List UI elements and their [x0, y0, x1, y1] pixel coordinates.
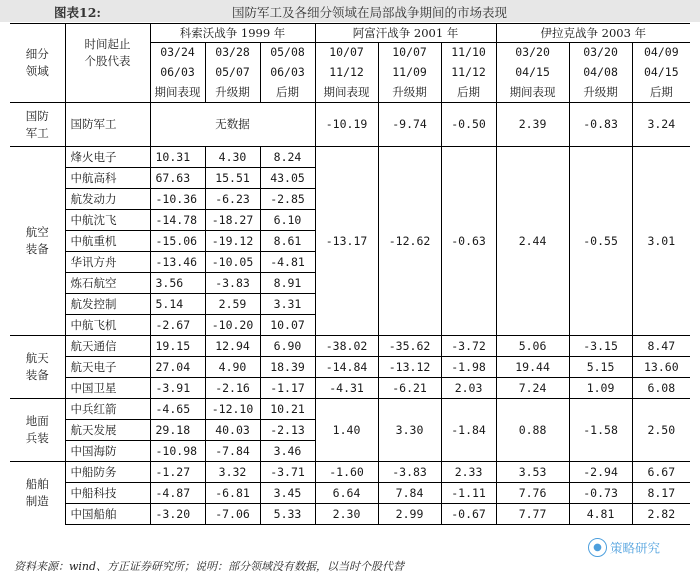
value-cell: 3.01: [632, 147, 690, 336]
value-cell: -2.13: [260, 420, 315, 441]
value-cell: -18.27: [205, 210, 260, 231]
section-defense-row: [10, 103, 690, 147]
value-cell: -4.87: [150, 483, 205, 504]
value-cell: 6.90: [260, 336, 315, 357]
value-cell: -13.46: [150, 252, 205, 273]
value-cell: -7.06: [205, 504, 260, 525]
phase-label: 后期: [260, 83, 315, 103]
stock-name: 航天通信: [65, 336, 150, 357]
value-cell: -3.20: [150, 504, 205, 525]
stock-name: 中船科技: [65, 483, 150, 504]
value-cell: 12.94: [205, 336, 260, 357]
corner-header: 细分 领域: [10, 24, 65, 103]
value-cell: 4.81: [569, 504, 632, 525]
value-cell: -2.94: [569, 462, 632, 483]
value-cell: -0.50: [441, 103, 496, 147]
value-cell: 8.91: [260, 273, 315, 294]
value-cell: 5.14: [150, 294, 205, 315]
date-start: 03/20: [569, 43, 632, 63]
source-note: 资料来源：wind、方正证券研究所；说明：部分领域没有数据，以当时个股代替: [14, 560, 405, 573]
value-cell: -12.10: [205, 399, 260, 420]
value-cell: 29.18: [150, 420, 205, 441]
section-label-aviation: 航空 装备: [10, 147, 65, 336]
value-cell: -10.20: [205, 315, 260, 336]
value-cell: 8.61: [260, 231, 315, 252]
war-performance-table: [10, 23, 690, 525]
date-end: 05/07: [205, 63, 260, 83]
date-end: 06/03: [260, 63, 315, 83]
value-cell: -1.17: [260, 378, 315, 399]
stock-name: 航天电子: [65, 357, 150, 378]
date-start: 10/07: [378, 43, 441, 63]
table-row: [10, 399, 690, 420]
date-start: 04/09: [644, 45, 679, 60]
stock-name: 中国海防: [65, 441, 150, 462]
value-cell: 2.30: [315, 504, 378, 525]
value-cell: -4.31: [315, 378, 378, 399]
phase-label: 升级期: [378, 83, 441, 103]
phase-label: 期间表现: [315, 83, 378, 103]
date-end: 04/15: [496, 63, 569, 83]
value-cell: 19.44: [496, 357, 569, 378]
value-cell: -0.83: [569, 103, 632, 147]
value-cell: -1.98: [441, 357, 496, 378]
value-cell: -2.67: [150, 315, 205, 336]
value-cell: 6.08: [647, 380, 676, 395]
value-cell: -13.12: [378, 357, 441, 378]
value-cell: 40.03: [205, 420, 260, 441]
stock-name: 国防军工: [65, 103, 150, 147]
value-cell: 5.33: [260, 504, 315, 525]
phase-label: 期间表现: [496, 83, 569, 103]
value-cell: -3.71: [260, 462, 315, 483]
table-row: [10, 483, 690, 504]
value-cell: -3.83: [378, 462, 441, 483]
section-label-ship: 船舶 制造: [10, 462, 65, 525]
table-row: [10, 462, 690, 483]
value-cell: -6.23: [205, 189, 260, 210]
date-start: 10/07: [315, 43, 378, 63]
value-cell: 7.84: [378, 483, 441, 504]
value-cell: 3.30: [378, 399, 441, 462]
value-cell: 2.82: [632, 504, 690, 525]
figure-title-bar: [0, 0, 700, 22]
value-cell: 1.09: [569, 378, 632, 399]
stock-name: 中兵红箭: [65, 399, 150, 420]
value-cell: -1.60: [315, 462, 378, 483]
value-cell: 10.21: [260, 399, 315, 420]
date-end: 04/15: [644, 65, 679, 79]
value-cell: 4.30: [205, 147, 260, 168]
date-start: 03/20: [496, 43, 569, 63]
value-cell: -19.12: [205, 231, 260, 252]
stock-name: 航发动力: [65, 189, 150, 210]
figure-label: 图表12:: [54, 5, 102, 20]
value-cell: -10.19: [315, 103, 378, 147]
value-cell: 19.15: [150, 336, 205, 357]
value-cell: -13.17: [315, 147, 378, 336]
value-cell: -1.11: [441, 483, 496, 504]
date-end: 11/12: [441, 63, 496, 83]
value-cell: 7.77: [496, 504, 569, 525]
stock-name: 烽火电子: [65, 147, 150, 168]
table-row: [10, 357, 690, 378]
value-cell: -10.05: [205, 252, 260, 273]
value-cell: 10.07: [260, 315, 315, 336]
value-cell: 3.46: [260, 441, 315, 462]
value-cell: -1.58: [569, 399, 632, 462]
value-cell: -1.84: [441, 399, 496, 462]
wechat-icon: ●: [588, 538, 607, 557]
war-kosovo-header: 科索沃战争 1999 年: [150, 24, 315, 43]
date-end: 06/03: [150, 63, 205, 83]
value-cell: 3.31: [260, 294, 315, 315]
value-cell: 18.39: [260, 357, 315, 378]
value-cell: -2.16: [205, 378, 260, 399]
value-cell: -38.02: [315, 336, 378, 357]
phase-label: 后期: [649, 84, 673, 99]
header-row-wars: [10, 24, 690, 43]
value-cell: -3.72: [441, 336, 496, 357]
date-start: 11/10: [441, 43, 496, 63]
date-end: 11/09: [378, 63, 441, 83]
value-cell: 7.24: [496, 378, 569, 399]
value-cell: 3.24: [632, 103, 690, 147]
value-cell: 3.32: [205, 462, 260, 483]
value-cell: -9.74: [378, 103, 441, 147]
value-cell: -0.63: [441, 147, 496, 336]
value-cell: -0.55: [569, 147, 632, 336]
stock-name: 华讯方舟: [65, 252, 150, 273]
value-cell: -0.73: [569, 483, 632, 504]
value-cell: 0.88: [496, 399, 569, 462]
value-cell: 8.17: [632, 483, 690, 504]
value-cell: -1.27: [150, 462, 205, 483]
table-row: [10, 336, 690, 357]
value-cell: 5.06: [496, 336, 569, 357]
value-cell: 67.63: [150, 168, 205, 189]
section-label-space: 航天 装备: [10, 336, 65, 399]
value-cell: 3.53: [496, 462, 569, 483]
value-cell: -14.78: [150, 210, 205, 231]
value-cell: 27.04: [150, 357, 205, 378]
value-cell: 4.90: [205, 357, 260, 378]
value-cell: 6.10: [260, 210, 315, 231]
value-cell: 5.15: [569, 357, 632, 378]
value-cell: 6.67: [632, 462, 690, 483]
war-iraq-header: 伊拉克战争 2003 年: [496, 24, 690, 43]
table-row: [10, 378, 690, 399]
section-label-ground: 地面 兵装: [10, 399, 65, 462]
value-cell: -15.06: [150, 231, 205, 252]
watermark: [588, 538, 692, 562]
value-cell: 2.33: [441, 462, 496, 483]
value-cell: -6.21: [378, 378, 441, 399]
value-cell: 2.39: [496, 103, 569, 147]
table-row: [10, 504, 690, 525]
phase-label: 后期: [441, 83, 496, 103]
stock-name: 中航飞机: [65, 315, 150, 336]
watermark-text: 策略研究: [610, 540, 661, 556]
table-row: [10, 147, 690, 168]
phase-label: 期间表现: [150, 83, 205, 103]
section-label-defense: 国防 军工: [10, 103, 65, 147]
value-cell: -4.65: [150, 399, 205, 420]
value-cell: 3.45: [260, 483, 315, 504]
stock-name: 中国卫星: [65, 378, 150, 399]
date-start: 03/28: [205, 43, 260, 63]
figure-title: 国防军工及各细分领域在局部战争期间的市场表现: [232, 5, 508, 20]
value-cell: 6.64: [315, 483, 378, 504]
value-cell: -12.62: [378, 147, 441, 336]
value-cell: -6.81: [205, 483, 260, 504]
value-cell: 3.56: [150, 273, 205, 294]
value-cell: -14.84: [315, 357, 378, 378]
stock-name: 中航高科: [65, 168, 150, 189]
header-row-phase: [10, 83, 690, 103]
value-cell: -3.83: [205, 273, 260, 294]
date-start: 03/24: [150, 43, 205, 63]
value-cell: 7.76: [496, 483, 569, 504]
stock-name: 炼石航空: [65, 273, 150, 294]
value-cell: 15.51: [205, 168, 260, 189]
value-cell: 8.47: [632, 336, 690, 357]
value-cell: -3.15: [569, 336, 632, 357]
date-end: 04/08: [569, 63, 632, 83]
value-cell: 13.60: [632, 357, 690, 378]
phase-label: 升级期: [205, 83, 260, 103]
value-cell: 2.44: [496, 147, 569, 336]
date-end: 11/12: [315, 63, 378, 83]
stock-name: 中航重机: [65, 231, 150, 252]
value-cell: 10.31: [150, 147, 205, 168]
value-cell: 2.59: [205, 294, 260, 315]
stock-name: 中船防务: [65, 462, 150, 483]
value-cell: 8.24: [260, 147, 315, 168]
value-cell: -10.36: [150, 189, 205, 210]
stock-name: 中航沈飞: [65, 210, 150, 231]
value-cell: -7.84: [205, 441, 260, 462]
value-cell: 1.40: [315, 399, 378, 462]
no-data-cell: 无数据: [150, 103, 315, 147]
value-cell: -2.85: [260, 189, 315, 210]
war-afghan-header: 阿富汗战争 2001 年: [315, 24, 496, 43]
phase-label: 升级期: [569, 83, 632, 103]
value-cell: 2.99: [378, 504, 441, 525]
value-cell: -35.62: [378, 336, 441, 357]
value-cell: -0.67: [441, 504, 496, 525]
time-header-spacer: [65, 83, 150, 103]
value-cell: 43.05: [260, 168, 315, 189]
date-start: 05/08: [260, 43, 315, 63]
value-cell: 2.50: [632, 399, 690, 462]
value-cell: -3.91: [150, 378, 205, 399]
stock-name: 中国船舶: [65, 504, 150, 525]
value-cell: 2.03: [441, 378, 496, 399]
value-cell: -10.98: [150, 441, 205, 462]
stock-name: 航发控制: [65, 294, 150, 315]
stock-name: 航天发展: [65, 420, 150, 441]
value-cell: -4.81: [260, 252, 315, 273]
time-header: 时间起止 个股代表: [65, 24, 150, 83]
